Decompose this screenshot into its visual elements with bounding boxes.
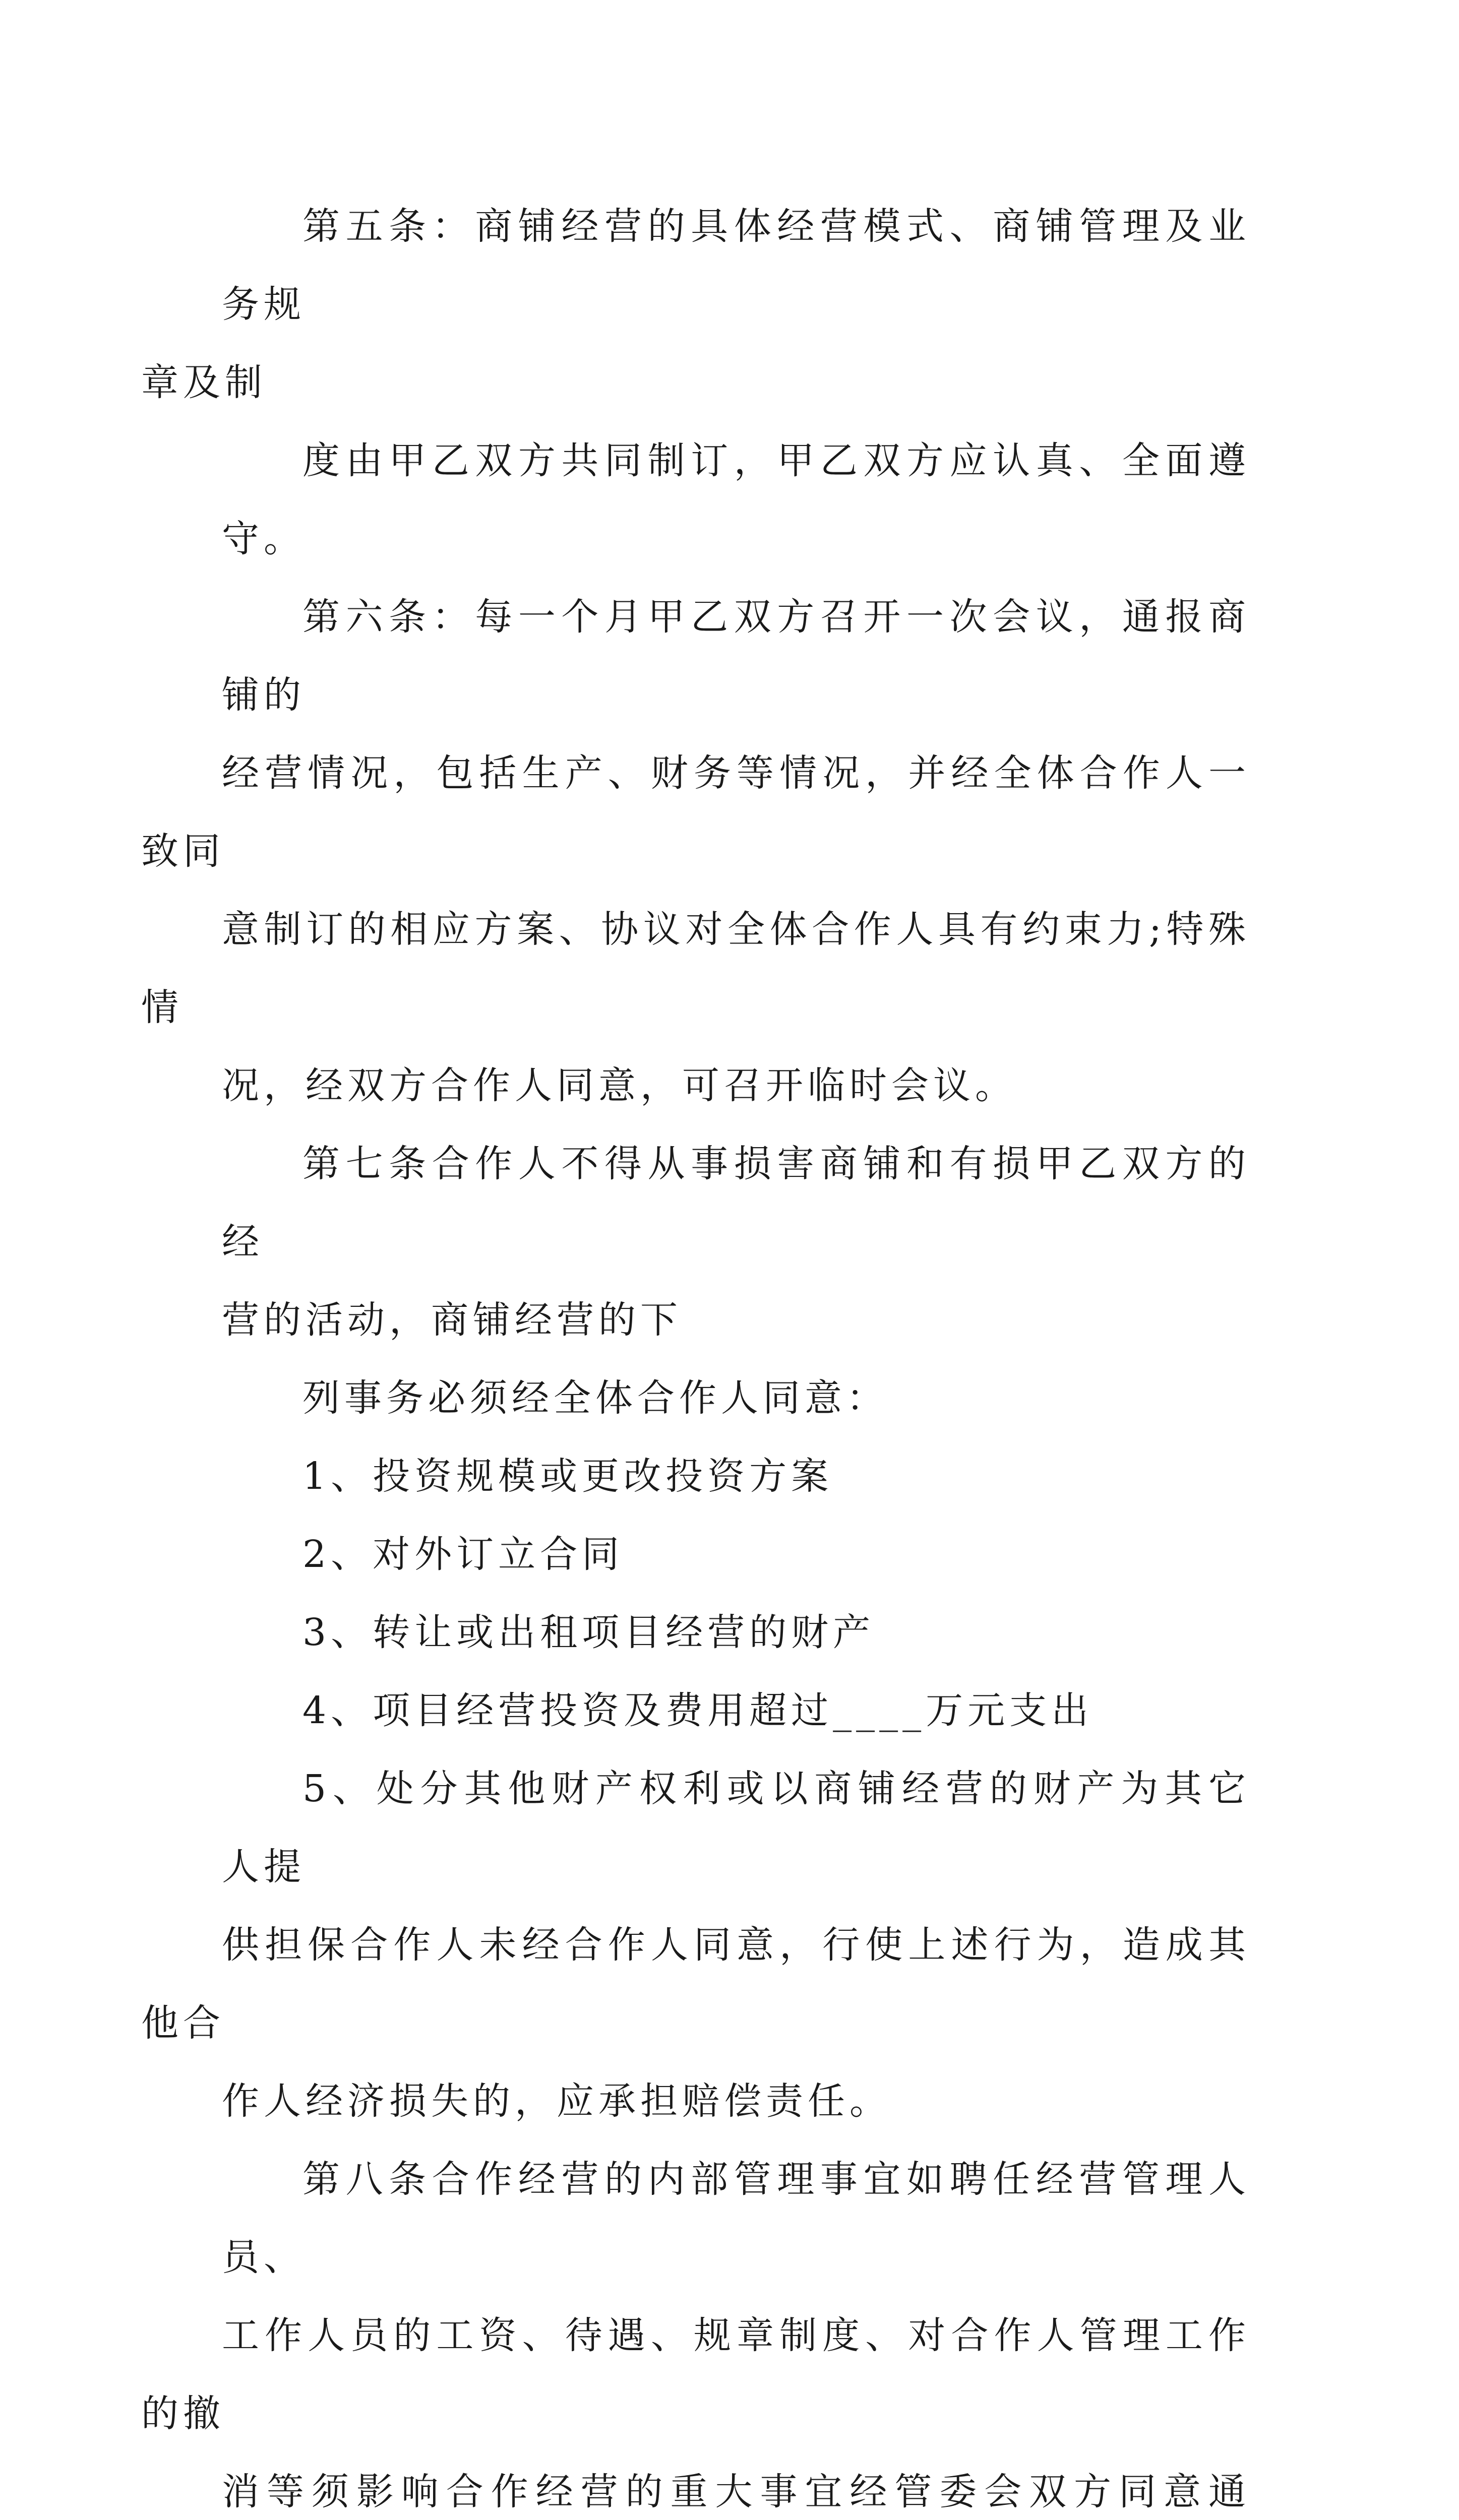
text-line: 消等须影响合作经营的重大事宜经管委会双方同意通 — [222, 2470, 1250, 2513]
text-line: 章及制 — [141, 361, 267, 404]
list-item-2 — [222, 1516, 1250, 1594]
list-item-1 — [222, 1437, 1250, 1516]
text-line: 第八条合作经营的内部管理事宜如聘任经营管理人员、 — [222, 2158, 1250, 2279]
list-item-4 — [222, 1672, 1250, 1750]
text-line: 意制订的相应方案、协议对全体合作人具有约束力;特殊情 — [141, 908, 1250, 1029]
list-item-3 — [222, 1594, 1250, 1672]
paragraph-article-5-cont — [222, 422, 1250, 578]
paragraph-article-7 — [222, 1125, 1250, 1359]
paragraph-article-7-cont — [222, 1359, 1250, 1437]
text-line: 2、对外订立合同 — [302, 1533, 624, 1576]
text-line: 第五条：商铺经营的具体经营模式、商铺管理及业务规 — [222, 205, 1250, 326]
text-line: 第七条合作人不得从事损害商铺和有损甲乙双方的经 — [222, 1142, 1250, 1264]
text-line: 工作人员的工资、待遇、规章制度、对合作人管理工作的撤 — [141, 2314, 1250, 2435]
text-line: 度由甲乙双方共同制订，甲乙双方应认真、全面遵守。 — [222, 439, 1250, 560]
text-line: 1、投资规模或更改投资方案 — [302, 1455, 833, 1498]
text-line: 5、处分其他财产权利或以商铺经营的财产为其它人提 — [222, 1767, 1250, 1888]
list-item-5 — [141, 1750, 1250, 2140]
text-line: 作人经济损失的，应承担赔偿责任。 — [222, 2080, 891, 2123]
text-line: 供担保合作人未经合作人同意，行使上述行为，造成其他合 — [141, 1923, 1250, 2045]
text-line: 经营情况，包括生产、财务等情况，并经全体合作人一致同 — [141, 751, 1250, 873]
paragraph-article-6 — [141, 578, 1250, 1125]
text-line: 况，经双方合作人同意，可召开临时会议。 — [222, 1064, 1017, 1107]
paragraph-article-5 — [141, 187, 1250, 422]
text-line: 列事务必须经全体合作人同意： — [302, 1376, 888, 1420]
text-line: 第六条：每一个月甲乙双方召开一次会议，通报商铺的 — [222, 595, 1250, 717]
paragraph-article-8 — [141, 2140, 1250, 2520]
text-line: 4、项目经营投资及费用超过____万元支出 — [302, 1689, 1093, 1732]
text-line: 营的活动，商铺经营的下 — [222, 1298, 682, 1342]
text-line: 3、转让或出租项目经营的财产 — [302, 1611, 875, 1654]
document-body — [141, 187, 1250, 2520]
